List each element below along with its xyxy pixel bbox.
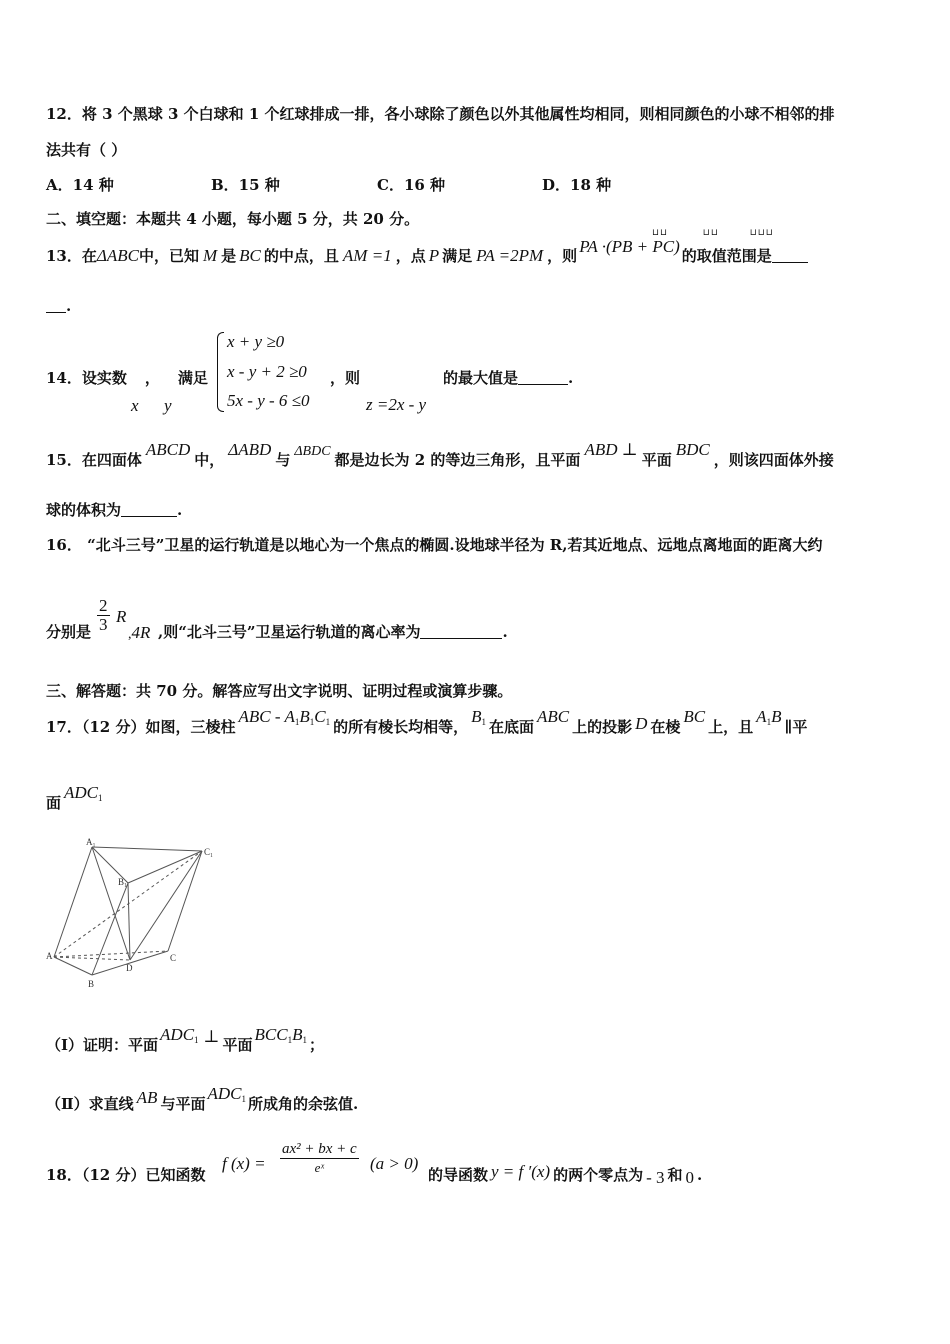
edge-a-d bbox=[54, 957, 130, 960]
edge-a1-d bbox=[92, 847, 130, 960]
q18-fraction: $\frac{\text{ax² + bx + c}}{\text{eˣ}}$ bbox=[282, 1141, 357, 1175]
label-b1: B₁ bbox=[118, 877, 128, 887]
q14-sys-line3: 5x - y - 6 ≤0 bbox=[227, 391, 310, 410]
q18-condition: (a > 0) bbox=[370, 1154, 419, 1173]
q12-option-c: C．16 种 bbox=[377, 176, 446, 194]
q16-r: R bbox=[116, 607, 127, 626]
q13-vector-arrows: ⊔⊔ ⊔⊔ ⊔⊔⊔ bbox=[652, 228, 774, 238]
q16-fraction: $\frac{2}{3}$ bbox=[99, 596, 108, 634]
q15-line1: 15．在四面体ABCD中，ΔABD与 ΔBDC 都是边长为 2 的等边三角形，且平面ABD ⊥平面BDC，则该四面体外接 bbox=[46, 440, 834, 469]
q17-line2: 面$ADC_1$ bbox=[46, 783, 103, 812]
q16-line2-label: 分别是 bbox=[46, 623, 92, 641]
edge-a1-c1 bbox=[92, 847, 202, 851]
edge-a-c1 bbox=[54, 851, 202, 957]
q14-sys-line1: x + y ≥0 bbox=[227, 332, 285, 351]
section2-heading: 二、填空题：本题共 4 小题，每小题 5 分，共 20 分。 bbox=[46, 210, 420, 228]
edge-a-a1 bbox=[54, 847, 92, 957]
q17-part2: （Ⅱ）求直线 AB 与平面$ADC_1$ 所成角的余弦值. bbox=[46, 1084, 359, 1113]
q18-line-rest: 的导函数 y = f ′(x) 的两个零点为 - 3 和 0 . bbox=[428, 1162, 703, 1187]
q16-line2-rest: ,则“北斗三号”卫星运行轨道的离心率为 . bbox=[158, 623, 508, 641]
q14-then: ，则 bbox=[330, 369, 361, 387]
q14-system-brace bbox=[217, 332, 224, 412]
label-c1: C₁ bbox=[204, 847, 214, 857]
label-c: C bbox=[170, 953, 177, 963]
section3-heading: 三、解答题：共 70 分。解答应写出文字说明、证明过程或演算步骤。 bbox=[46, 682, 513, 700]
q14-z-expression: z =2x - y bbox=[366, 395, 427, 414]
q18-fx: f (x) = bbox=[222, 1154, 266, 1173]
q13-line2: . bbox=[46, 296, 71, 316]
label-d: D bbox=[126, 963, 133, 973]
label-a: A bbox=[46, 951, 53, 961]
q14-var-x: x bbox=[131, 396, 139, 415]
q14-line: 14．设实数 ， 满足 bbox=[46, 369, 208, 387]
q18-label: 18．（12 分）已知函数 bbox=[46, 1166, 206, 1184]
q12-option-d: D．18 种 bbox=[542, 176, 612, 194]
q14-sys-line2: x - y + 2 ≥0 bbox=[227, 362, 307, 381]
q17-part1: （Ⅰ）证明：平面$ADC_1$ ⊥ 平面$BCC_1B_1$ ； bbox=[46, 1025, 325, 1054]
edge-d-c1 bbox=[130, 851, 202, 960]
q14-max-label: 的最大值是 . bbox=[443, 369, 574, 387]
q12-option-a: A．14 种 bbox=[46, 176, 114, 194]
q16-comma-4r: ,4R bbox=[128, 623, 151, 642]
q14-var-y: y bbox=[164, 396, 172, 415]
label-a1: A₁ bbox=[86, 837, 96, 847]
edge-a-b bbox=[54, 957, 92, 975]
q13-line1: 13．在ΔABC中，已知 M 是 BC 的中点，且 AM =1 ，点 P 满足 PA =2PM ，则 PA ·(PB + PC) 的取值范围是 bbox=[46, 246, 808, 266]
q13-vector-expression: PA ·(PB + PC) bbox=[579, 237, 680, 256]
prism-figure bbox=[40, 835, 230, 995]
edge-b-b1 bbox=[92, 883, 128, 975]
q17-line1: 17．（12 分）如图，三棱柱ABC - $A_1B_1C_1$ 的所有棱长均相等，$B_1$ 在底面ABC上的投影 D 在棱BC上，且$A_1B\parallel$平 bbox=[46, 707, 808, 736]
edge-b1-d bbox=[128, 883, 130, 960]
label-b: B bbox=[88, 979, 95, 989]
q16-line1: 16． “北斗三号”卫星的运行轨道是以地心为一个焦点的椭圆.设地球半径为 R,若其近地点、远地点离地面的距离大约 bbox=[46, 536, 823, 554]
q15-line2: 球的体积为 . bbox=[46, 501, 183, 519]
q12-line2: 法共有（ ） bbox=[46, 141, 127, 159]
q12-line1: 12．将 3 个黑球 3 个白球和 1 个红球排成一排，各小球除了颜色以外其他属性均相同，则相同颜色的小球不相邻的排 bbox=[46, 105, 835, 123]
edge-c-c1 bbox=[168, 851, 202, 951]
q12-option-b: B．15 种 bbox=[211, 176, 280, 194]
